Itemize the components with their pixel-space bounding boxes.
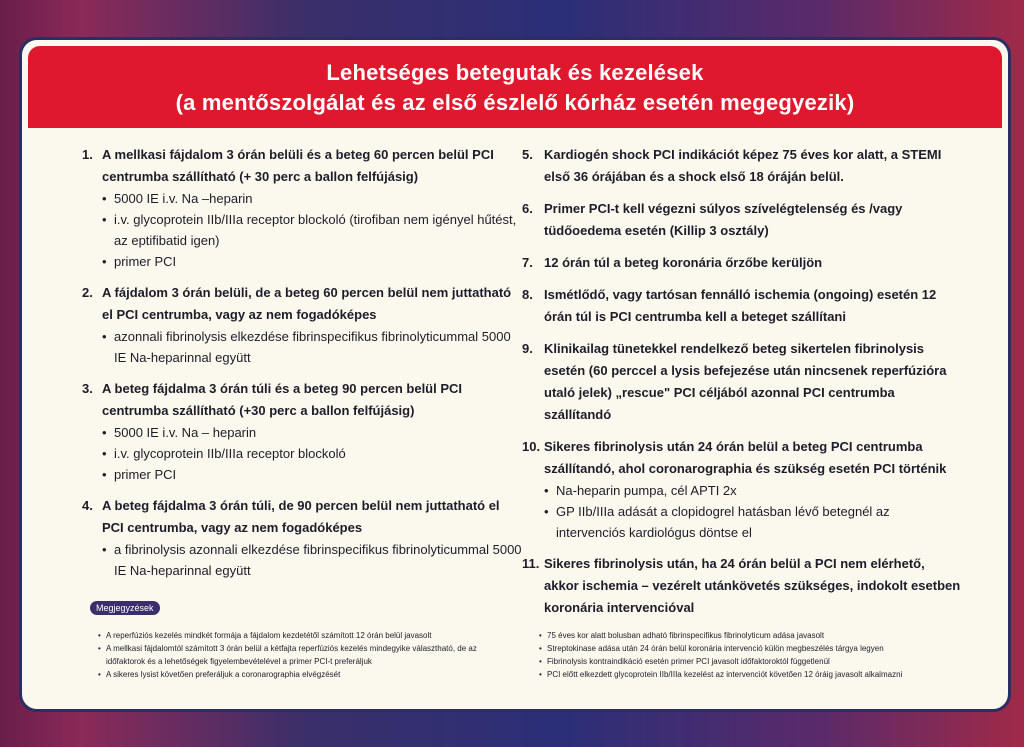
item-number: 3. [82,381,93,396]
bullet-item: • 5000 IE i.v. Na –heparin [102,188,522,209]
item-number: 7. [522,255,533,270]
note-item: • Fibrinolysis kontraindikáció esetén primer PCI javasolt időfaktoroktól függetlenül [539,655,969,668]
numbered-item [522,436,962,543]
note-item: • 75 éves kor alatt bolusban adható fibrinspecifikus fibrinolyticum adása javasolt [539,629,969,642]
numbered-item [522,284,962,328]
item-number: 1. [82,147,93,162]
info-card [19,37,1011,712]
note-item: • A sikeres lysist követően preferáljuk a coronarographia elvégzését [98,668,518,681]
item-heading: 12 órán túl a beteg koronária őrzőbe kerüljön [544,255,823,270]
item-number: 5. [522,147,533,162]
item-number: 4. [82,498,93,513]
item-heading: Primer PCI-t kell végezni súlyos szívelégtelenség és /vagy tüdőoedema esetén (Killip 3 osztály) [544,201,903,238]
item-heading: Ismétlődő, vagy tartósan fennálló ischemia (ongoing) esetén 12 órán túl is PCI centrumba kell a beteget szállítani [544,287,937,324]
notes-label: Megjegyzések [90,601,160,615]
right-column [522,144,962,629]
bullet-item: • 5000 IE i.v. Na – heparin [102,422,522,443]
item-heading: A beteg fájdalma 3 órán túli és a beteg 90 percen belül PCI centrumba szállítható (+30 perc a ballon felfújásig) [102,381,463,418]
item-number: 2. [82,285,93,300]
numbered-item [82,282,522,368]
item-number: 10. [522,439,541,454]
numbered-item [522,144,962,188]
note-item: • Streptokinase adása után 24 órán belül koronária intervenció külön megbeszélés tárgya legyen [539,642,969,655]
bullet-item: • primer PCI [102,251,522,272]
item-heading: Klinikailag tünetekkel rendelkező beteg sikertelen fibrinolysis esetén (60 perccel a lysis befejezése után nincsenek reperfúzióra utaló jelek) „rescue" PCI céljából azonnal PCI centrumba szállítandó [544,341,947,422]
item-heading: Sikeres fibrinolysis után 24 órán belül a beteg PCI centrumba szállítandó, ahol coronarographia és szükség esetén PCI történik [544,439,947,476]
title-banner [28,46,1002,128]
item-number: 11. [522,556,540,571]
numbered-item [522,553,962,619]
title-line-2: (a mentőszolgálat és az első észlelő kórház esetén megegyezik) [175,90,855,115]
bullet-item: • azonnali fibrinolysis elkezdése fibrinspecifikus fibrinolyticummal 5000 IE Na-heparinnal együtt [102,326,522,368]
bullet-item: • i.v. glycoprotein IIb/IIIa receptor blockoló (tirofiban nem igényel hűtést, az eptifibatid igen) [102,209,522,251]
item-heading: A beteg fájdalma 3 órán túli, de 90 percen belül nem juttatható el PCI centrumba, vagy az nem fogadóképes [102,498,500,535]
numbered-item [522,252,962,274]
bullet-item: • a fibrinolysis azonnali elkezdése fibrinspecifikus fibrinolyticummal 5000 IE Na-heparinnal együtt [102,539,522,581]
item-number: 9. [522,341,533,356]
item-heading: A mellkasi fájdalom 3 órán belüli és a beteg 60 percen belül PCI centrumba szállítható (+ 30 perc a ballon felfújásig) [102,147,494,184]
item-heading: A fájdalom 3 órán belüli, de a beteg 60 percen belül nem juttatható el PCI centrumba, vagy az nem fogadóképes [102,285,512,322]
bullet-item: • primer PCI [102,464,522,485]
bullet-item: • GP IIb/IIIa adását a clopidogrel hatásban lévő betegnél az intervenciós kardiológus döntse el [544,501,962,543]
item-heading: Sikeres fibrinolysis után, ha 24 órán belül a PCI nem elérhető, akkor ischemia – vezérelt utánkövetés szükséges, indokolt esetben koronária intervencióval [544,556,961,615]
item-number: 8. [522,287,533,302]
notes-right [539,629,969,681]
item-heading: Kardiogén shock PCI indikációt képez 75 éves kor alatt, a STEMI első 36 órájában és a shock első 18 óráján belül. [544,147,942,184]
item-number: 6. [522,201,533,216]
numbered-item [522,338,962,426]
title-line-1: Lehetséges betegutak és kezelések [326,60,704,85]
note-item: • A mellkasi fájdalomtól számított 3 órán belül a kétfajta reperfúziós kezelés mindegyike választható, de az időfaktorok és a lehetőségek figyelembevételével a primer PCI-t preferáljuk [98,642,518,668]
numbered-item [82,144,522,272]
numbered-item [82,495,522,581]
numbered-item [82,378,522,485]
bullet-item: • i.v. glycoprotein IIb/IIIa receptor blockoló [102,443,522,464]
note-item: • A reperfúziós kezelés mindkét formája a fájdalom kezdetétől számított 12 órán belül javasolt [98,629,518,642]
notes-left [98,629,518,681]
bullet-item: • Na-heparin pumpa, cél APTI 2x [544,480,962,501]
note-item: • PCI előtt elkezdett glycoprotein IIb/IIIa kezelést az intervenciót követően 12 óráig javasolt alkalmazni [539,668,969,681]
numbered-item [522,198,962,242]
left-column [82,144,522,591]
